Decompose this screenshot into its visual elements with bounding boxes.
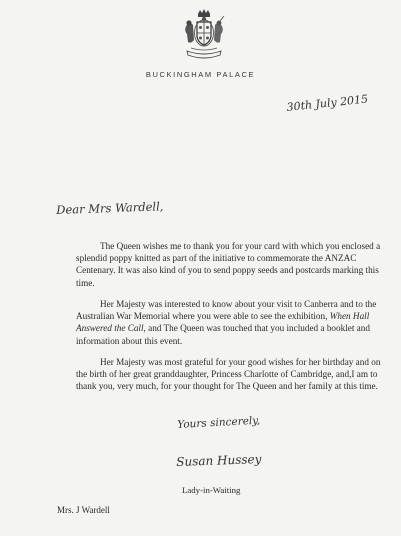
letter-date: 30th July 2015 — [286, 92, 369, 114]
paragraph-canberra-visit-tail: and The Queen was touched that you included a booklet and information about this event. — [76, 323, 370, 346]
signature: Susan Hussey — [176, 452, 262, 469]
paragraph-thanks: The Queen wishes me to thank you for your card with which you enclosed a splendid poppy knitted as part of the initiative to commemorate the ANZAC Centenary. It was also kind of you to send poppy seeds and postcards marking this time. — [76, 241, 381, 288]
palace-name: BUCKINGHAM PALACE — [145, 70, 256, 79]
closing: Yours sincerely, — [177, 414, 261, 431]
salutation: Dear Mrs Wardell, — [56, 199, 164, 217]
paragraph-canberra-visit — [76, 298, 381, 347]
signatory-title: Lady-in-Waiting — [182, 485, 241, 495]
recipient: Mrs. J Wardell — [57, 505, 110, 515]
paragraph-canberra-visit-text: Her Majesty was interested to know about your visit to Canberra and to the Australian War Memorial where you were able to see the exhibition, — [76, 299, 377, 322]
royal-coat-of-arms-icon — [181, 8, 227, 64]
exhibition-title: When Hall Answered the Call, — [76, 311, 370, 334]
paragraph-birthday: Her Majesty was most grateful for your good wishes for her birthday and on the birth of her great granddaughter, Princess Charlotte of Cambridge, and,I am to thank you, very much, for your thought for The Queen and her family at this time. — [76, 357, 381, 392]
